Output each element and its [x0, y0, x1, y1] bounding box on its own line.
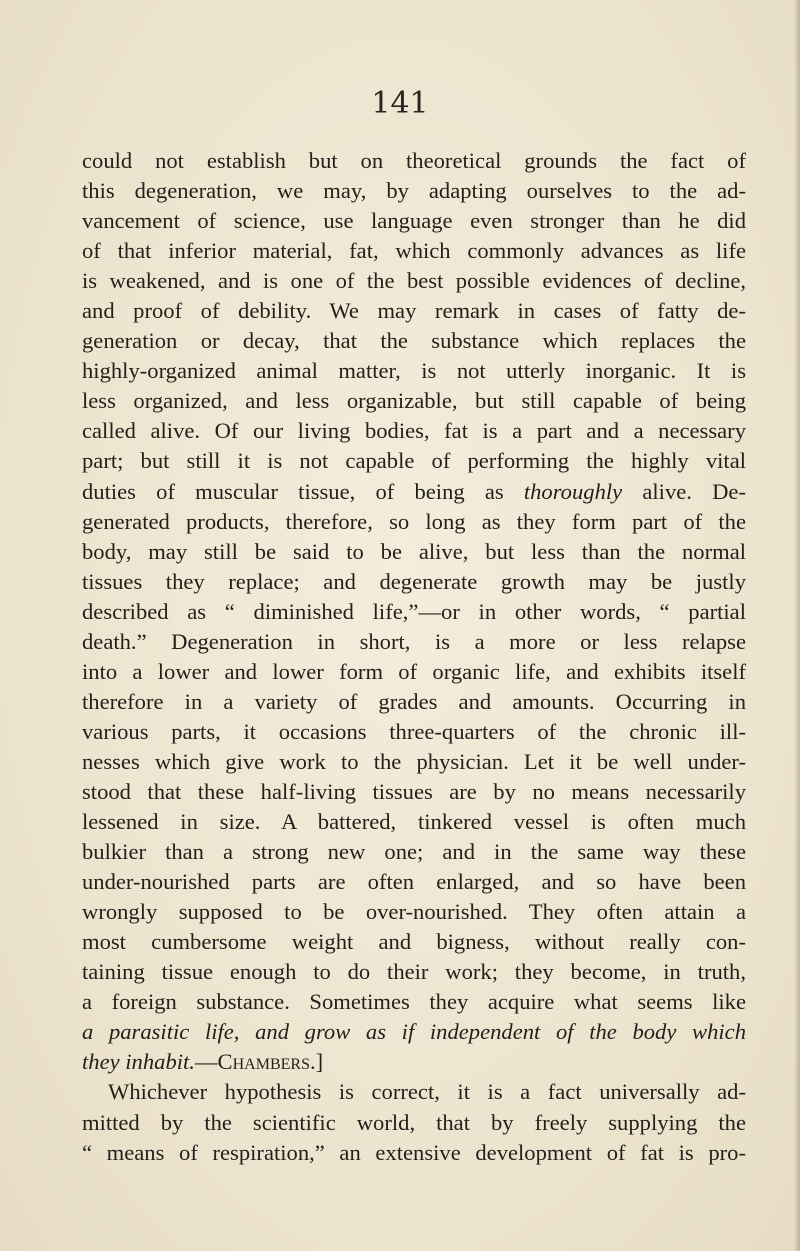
text-line: lessened in size. A battered, tinkered vessel is often much: [82, 809, 746, 835]
text-line: highly-organized animal matter, is not utterly inorganic. It is: [82, 358, 746, 384]
text-line: tissues they replace; and degenerate growth may be justly: [82, 568, 746, 594]
text-line: generation or decay, that the substance which replaces the: [82, 328, 746, 354]
text-line: therefore in a variety of grades and amounts. Occurring in: [82, 688, 746, 714]
text-line: is weakened, and is one of the best possible evidences of decline,: [82, 268, 746, 294]
text-line: various parts, it occasions three-quarters of the chronic ill-: [82, 718, 746, 744]
text-line: “ means of respiration,” an extensive development of fat is pro-: [82, 1139, 746, 1165]
text-line: mitted by the scientific world, that by freely supplying the: [82, 1109, 746, 1135]
page-number: 141: [371, 86, 429, 121]
text-line-attribution: [82, 1047, 746, 1077]
text-line: called alive. Of our living bodies, fat is a part and a necessary: [82, 418, 746, 444]
text-line: this degeneration, we may, by adapting ourselves to the ad-: [82, 178, 746, 204]
text-line: generated products, therefore, so long as they form part of the: [82, 508, 746, 534]
text-line: and proof of debility. We may remark in cases of fatty de-: [82, 298, 746, 324]
italic-word: thoroughly: [523, 478, 623, 504]
text-segment: duties of muscular tissue, of being as: [82, 478, 504, 504]
text-line: described as “ diminished life,”—or in other words, “ partial: [82, 598, 746, 624]
text-line: death.” Degeneration in short, is a more or less relapse: [82, 628, 746, 654]
text-line: into a lower and lower form of organic life, and exhibits itself: [82, 658, 746, 684]
text-line: nesses which give work to the physician. Let it be well under-: [82, 748, 746, 774]
text-segment: alive. De-: [642, 478, 746, 504]
text-line: bulkier than a strong new one; and in the same way these: [82, 839, 746, 865]
paragraph-start-line: Whichever hypothesis is correct, it is a fact universally ad-: [108, 1079, 746, 1105]
text-line: body, may still be said to be alive, but less than the normal: [82, 538, 746, 564]
italic-segment: they inhabit.: [82, 1049, 195, 1075]
text-line: most cumbersome weight and bigness, without really con-: [82, 929, 746, 955]
body-text: [82, 146, 746, 1168]
text-line: could not establish but on theoretical grounds the fact of: [82, 148, 746, 173]
italic-text-line: a parasitic life, and grow as if independent of the body which: [82, 1019, 746, 1045]
text-line: a foreign substance. Sometimes they acquire what seems like: [82, 989, 746, 1015]
text-line: under-nourished parts are often enlarged, and so have been: [82, 869, 746, 895]
page-edge-shadow: [794, 0, 800, 1251]
text-line: less organized, and less organizable, but still capable of being: [82, 388, 746, 414]
text-line: taining tissue enough to do their work; they become, in truth,: [82, 959, 746, 985]
text-line: vancement of science, use language even stronger than he did: [82, 208, 746, 234]
text-line: wrongly supposed to be over-nourished. They often attain a: [82, 899, 746, 925]
text-line: stood that these half-living tissues are by no means necessarily: [82, 778, 746, 804]
attribution: —Chambers.]: [194, 1049, 324, 1075]
text-line-mixed: [82, 477, 746, 507]
text-line: part; but still it is not capable of performing the highly vital: [82, 448, 746, 474]
text-line: of that inferior material, fat, which commonly advances as life: [82, 238, 746, 264]
